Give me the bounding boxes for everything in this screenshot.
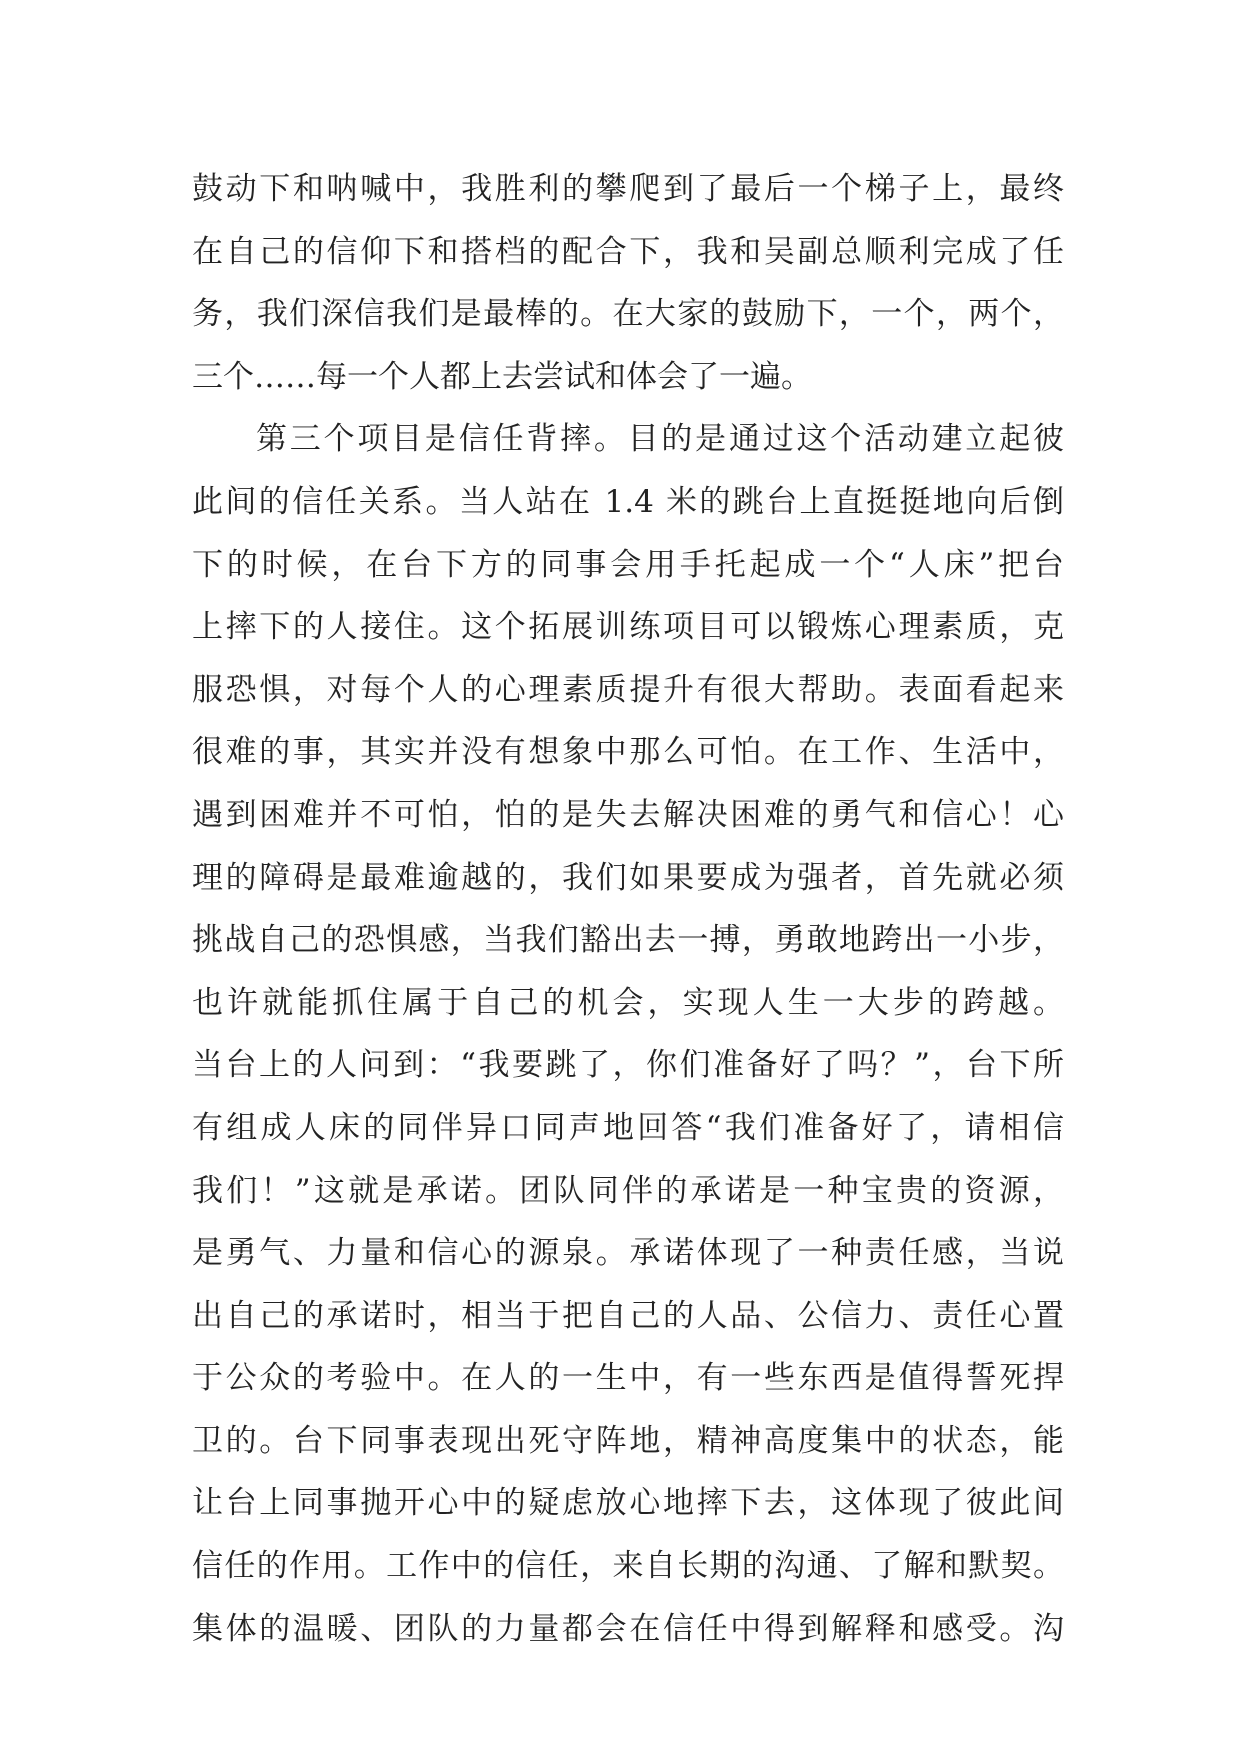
text-line: 卫的。台下同事表现出死守阵地，精神高度集中的状态，能 xyxy=(192,1422,1064,1459)
text-line: 挑战自己的恐惧感，当我们豁出去一搏，勇敢地跨出一小步， xyxy=(192,922,1064,959)
text-line: 我们！”这就是承诺。团队同伴的承诺是一种宝贵的资源， xyxy=(192,1172,1064,1209)
text-line: 于公众的考验中。在人的一生中，有一些东西是值得誓死捍 xyxy=(192,1360,1064,1397)
text-line: 上摔下的人接住。这个拓展训练项目可以锻炼心理素质，克 xyxy=(192,609,1064,646)
text-line: 三个……每一个人都上去尝试和体会了一遍。 xyxy=(192,358,812,395)
body-text xyxy=(192,158,1064,1660)
text-line: 信任的作用。工作中的信任，来自长期的沟通、了解和默契。 xyxy=(192,1548,1064,1585)
text-line: 出自己的承诺时，相当于把自己的人品、公信力、责任心置 xyxy=(192,1297,1064,1334)
text-line: 是勇气、力量和信心的源泉。承诺体现了一种责任感，当说 xyxy=(192,1235,1064,1272)
text-line: 让台上同事抛开心中的疑虑放心地摔下去，这体现了彼此间 xyxy=(192,1485,1064,1522)
text-line: 服恐惧，对每个人的心理素质提升有很大帮助。表面看起来 xyxy=(192,671,1064,708)
text-line: 集体的温暖、团队的力量都会在信任中得到解释和感受。沟 xyxy=(192,1610,1064,1647)
paragraph-start-line: 第三个项目是信任背摔。目的是通过这个活动建立起彼 xyxy=(256,421,1064,458)
text-line: 遇到困难并不可怕，怕的是失去解决困难的勇气和信心！心 xyxy=(192,796,1064,833)
text-line: 下的时候，在台下方的同事会用手托起成一个“人床”把台 xyxy=(192,546,1064,583)
text-line: 当台上的人问到：“我要跳了，你们准备好了吗？”，台下所 xyxy=(192,1047,1064,1084)
text-line: 在自己的信仰下和搭档的配合下，我和吴副总顺利完成了任 xyxy=(192,233,1064,270)
text-line: 有组成人床的同伴异口同声地回答“我们准备好了，请相信 xyxy=(192,1109,1064,1146)
text-line: 务，我们深信我们是最棒的。在大家的鼓励下，一个，两个， xyxy=(192,296,1064,333)
text-line: 理的障碍是最难逾越的，我们如果要成为强者，首先就必须 xyxy=(192,859,1064,896)
text-line: 鼓动下和呐喊中，我胜利的攀爬到了最后一个梯子上，最终 xyxy=(192,171,1064,207)
text-line: 很难的事，其实并没有想象中那么可怕。在工作、生活中， xyxy=(192,734,1064,771)
text-line: 此间的信任关系。当人站在 1.4 米的跳台上直挺挺地向后倒 xyxy=(192,483,1064,520)
text-line: 也许就能抓住属于自己的机会，实现人生一大步的跨越。 xyxy=(192,984,1064,1021)
